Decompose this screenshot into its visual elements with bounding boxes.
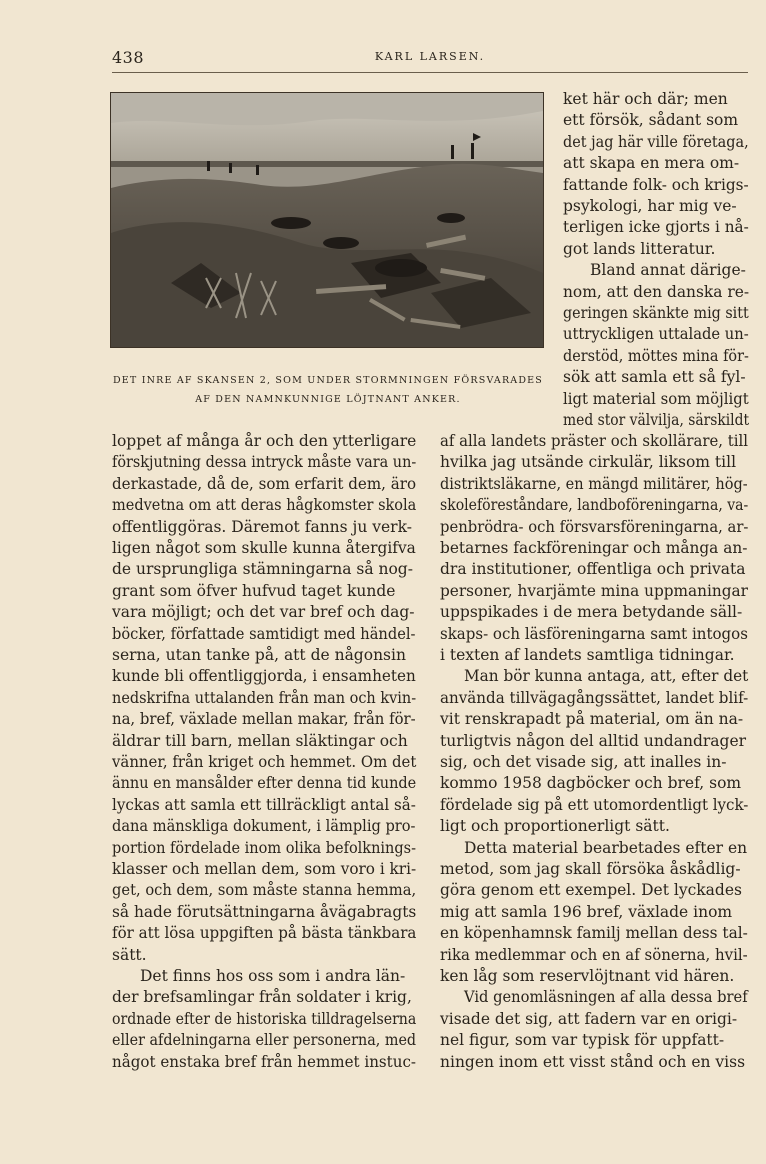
text-line: sätt. — [112, 946, 147, 964]
text-line: mig att samla 196 bref, växlade inom — [440, 903, 733, 921]
text-line: ännu en mansålder efter denna tid kunde — [112, 774, 417, 792]
text-line: de ursprungliga stämningarna så nog- — [112, 560, 413, 578]
text-line: der brefsamlingar från soldater i krig, — [112, 988, 412, 1006]
text-line: eller afdelningarna eller personerna, med — [112, 1031, 417, 1049]
text-line: ligt material som möjligt — [563, 390, 749, 408]
text-line: i texten af landets samtliga tidningar. — [440, 646, 735, 664]
engraving-image — [110, 92, 544, 348]
text-line: uttryckligen uttalade un- — [563, 325, 749, 343]
text-line: dra institutioner, offentliga och privata — [440, 560, 746, 578]
text-line: nom, att den danska re- — [563, 283, 750, 301]
text-line: got lands litteratur. — [563, 240, 716, 258]
caption-line: DET INRE AF SKANSEN 2, SOM UNDER STORMNINGEN FÖRSVARADES — [112, 375, 544, 386]
caption-line: AF DEN NAMNKUNNIGE LÖJTNANT ANKER. — [195, 394, 461, 405]
text-line: Man bör kunna antaga, att, efter det — [464, 667, 749, 685]
text-line: att skapa en mera om- — [563, 154, 740, 172]
text-line: ligt och proportionerligt sätt. — [440, 817, 670, 835]
text-line: rika medlemmar och en af sönerna, hvil- — [440, 946, 748, 964]
text-line: fattande folk- och krigs- — [563, 176, 749, 194]
text-line: metod, som jag skall försöka åskådlig- — [440, 860, 741, 878]
text-line: af alla landets präster och skollärare, till — [440, 432, 748, 450]
text-line: psykologi, har mig ve- — [563, 197, 737, 215]
text-line: fördelade sig på ett utomordentligt lyck- — [440, 796, 749, 814]
text-line: serna, utan tanke på, att de någonsin — [112, 646, 406, 664]
fortification-scene — [111, 93, 543, 347]
text-line: hvilka jag utsände cirkulär, liksom till — [440, 453, 737, 471]
text-line: förskjutning dessa intryck måste vara un- — [112, 453, 417, 471]
text-line: grant som öfver hufvud taget kunde — [112, 582, 396, 600]
header-rule — [112, 72, 748, 73]
text-line: göra genom ett exempel. Det lyckades — [440, 881, 742, 899]
text-line: nel figur, som var typisk för uppfatt- — [440, 1031, 725, 1049]
text-line: med stor välvilja, särskildt — [563, 411, 750, 429]
text-line: skaps- och läsföreningarna samt intogos — [440, 625, 748, 643]
text-line: portion fördelade inom olika befolknings- — [112, 839, 417, 857]
text-line: derstöd, möttes mina för- — [563, 347, 749, 365]
text-line: kunde bli offentliggjorda, i ensamheten — [112, 667, 416, 685]
text-line: get, och dem, som måste stanna hemma, — [112, 881, 417, 899]
text-line: dana mänskliga dokument, i lämplig pro- — [112, 817, 416, 835]
text-line: något enstaka bref från hemmet instuc- — [112, 1053, 417, 1071]
text-line: ordnade efter de historiska tilldragelserna — [112, 1010, 417, 1028]
text-line: Vid genomläsningen af alla dessa bref — [464, 988, 748, 1006]
figure-caption — [108, 371, 548, 409]
text-line: det jag här ville företaga, — [563, 133, 749, 151]
text-line: ett försök, sådant som — [563, 111, 739, 129]
text-line: ligen något som skulle kunna återgifva — [112, 539, 416, 557]
text-line: ket här och där; men — [563, 90, 728, 108]
text-line: använda tillvägagångssättet, landet blif- — [440, 689, 749, 707]
text-line: distriktsläkarne, en mängd militärer, hög- — [440, 475, 748, 493]
text-line: ningen inom ett visst stånd och en viss — [440, 1053, 746, 1071]
text-line: penbrödra- och försvarsföreningarna, ar- — [440, 518, 749, 536]
text-line: ken låg som reservlöjtnant vid hären. — [440, 967, 735, 985]
text-line: offentliggöras. Däremot fanns ju verk- — [112, 518, 412, 536]
text-line: Detta material bearbetades efter en — [464, 839, 748, 857]
text-line: sig, och det visade sig, att inalles in- — [440, 753, 727, 771]
text-line: loppet af många år och den ytterligare — [112, 432, 417, 450]
text-line: sök att samla ett så fyl- — [563, 368, 746, 386]
text-line: geringen skänkte mig sitt — [563, 304, 749, 322]
text-line: visade det sig, att fadern var en origi- — [440, 1010, 738, 1028]
text-line: kommo 1958 dagböcker och bref, som — [440, 774, 742, 792]
text-line: personer, hvarjämte mina uppmaningar — [440, 582, 748, 600]
text-line: betarnes fackföreningar och många an- — [440, 539, 748, 557]
text-line: medvetna om att deras hågkomster skola — [112, 496, 417, 514]
text-line: skoleföreståndare, landboföreningarna, va- — [440, 496, 749, 514]
text-line: vänner, från kriget och hemmet. Om det — [112, 753, 417, 771]
text-line: uppspikades i de mera betydande säll- — [440, 603, 743, 621]
text-line: derkastade, då de, som erfarit dem, äro — [112, 475, 417, 493]
text-line: klasser och mellan dem, som voro i kri- — [112, 860, 417, 878]
text-line: turligtvis någon del alltid undandrager — [440, 732, 747, 750]
text-line: lyckas att samla ett tillräckligt antal så- — [112, 796, 416, 814]
text-line: så hade förutsättningarna åvägabragts — [112, 903, 417, 921]
text-line: na, bref, växlade mellan makar, från för- — [112, 710, 416, 728]
text-line: äldrar till barn, mellan släktingar och — [112, 732, 408, 750]
text-line: vit renskrapadt på material, om än na- — [440, 710, 744, 728]
text-line: Det finns hos oss som i andra län- — [140, 967, 406, 985]
page-header — [112, 48, 748, 72]
running-head: KARL LARSEN. — [374, 50, 486, 63]
text-line: en köpenhamnsk familj mellan dess tal- — [440, 924, 748, 942]
text-line: terligen icke gjorts i nå- — [563, 218, 749, 236]
text-line: vara möjligt; och det var bref och dag- — [112, 603, 415, 621]
text-line: Bland annat därige- — [590, 261, 746, 279]
text-line: för att lösa uppgiften på bästa tänkbara — [112, 924, 417, 942]
text-line: böcker, författade samtidigt med händel- — [112, 625, 416, 643]
page-number: 438 — [112, 48, 145, 67]
text-line: nedskrifna uttalanden från man och kvin- — [112, 689, 417, 707]
